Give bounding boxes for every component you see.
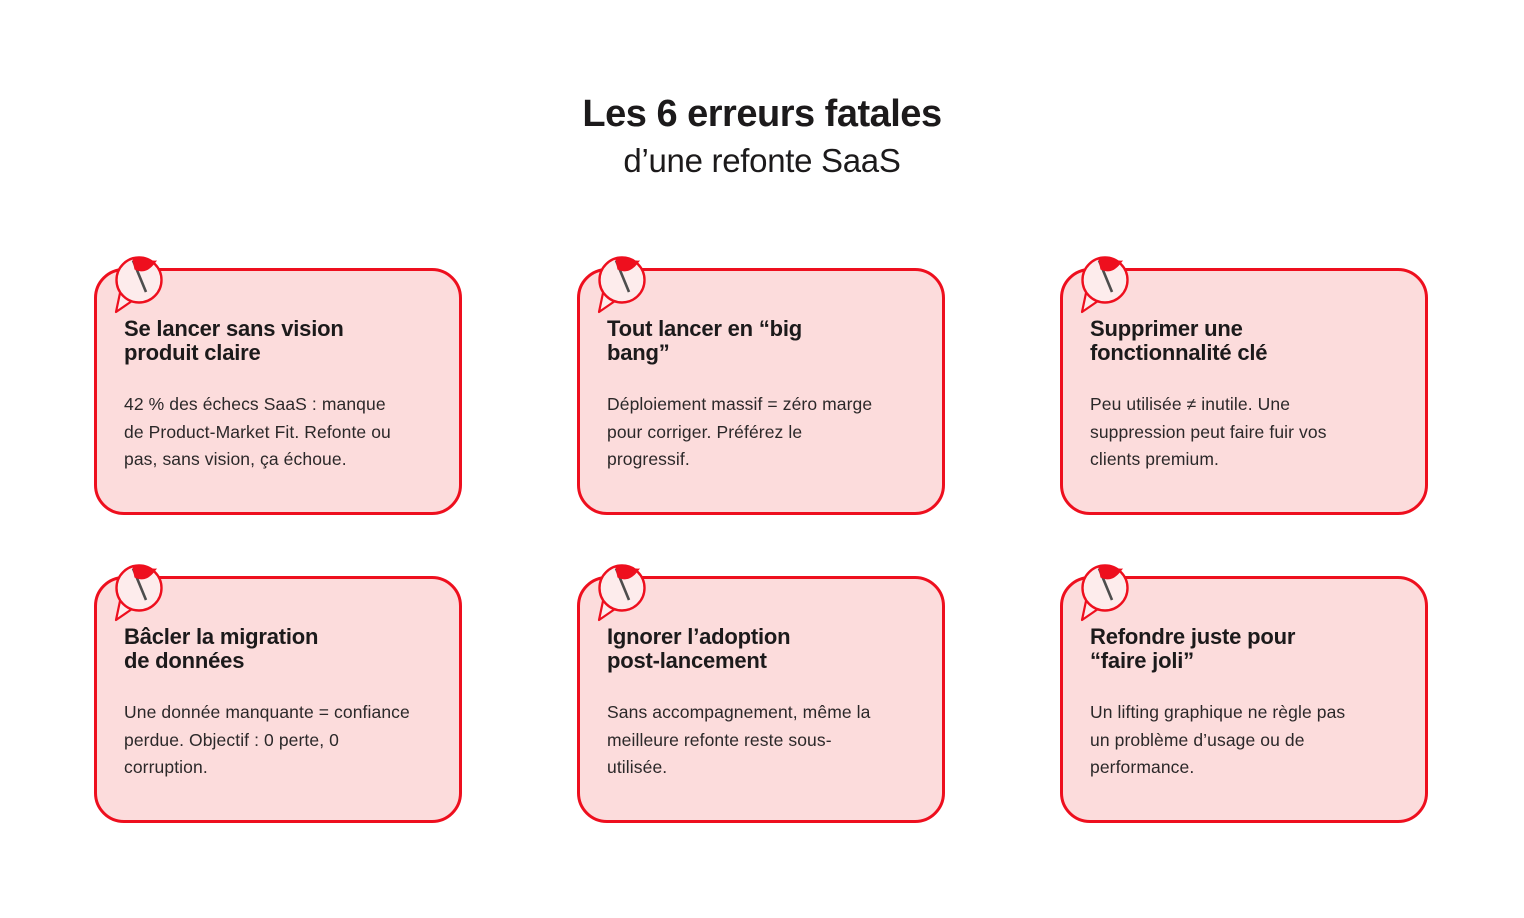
card-body	[607, 391, 916, 474]
red-flag-speech-bubble-icon	[1075, 556, 1135, 624]
card-body	[124, 699, 433, 782]
body-line: corruption.	[124, 757, 208, 777]
card-body	[124, 391, 433, 474]
card-title	[607, 317, 916, 365]
red-flag-speech-bubble-icon	[109, 556, 169, 624]
page-subtitle: d’une refonte SaaS	[623, 142, 901, 179]
body-line: pour corriger. Préférez le	[607, 421, 803, 442]
card-body	[607, 699, 916, 782]
card-body	[1090, 699, 1399, 782]
card-title-line: bang”	[607, 340, 670, 365]
body-line: Peu utilisée ≠ inutile. Une	[1090, 394, 1291, 414]
page-title: Les 6 erreurs fatales	[582, 93, 942, 135]
error-card-6	[1060, 576, 1428, 823]
body-line: clients premium.	[1090, 449, 1219, 469]
body-line: meilleure refonte reste sous-	[607, 729, 832, 750]
body-line: Un lifting graphique ne règle pas	[1090, 702, 1346, 722]
card-title-line: Supprimer une	[1090, 316, 1243, 341]
red-flag-speech-bubble-icon	[592, 556, 652, 624]
card-title-line: fonctionnalité clé	[1090, 340, 1268, 365]
body-line: 42 % des échecs SaaS : manque	[124, 394, 386, 414]
card-title-line: de données	[124, 648, 245, 673]
red-flag-speech-bubble-icon	[1075, 248, 1135, 316]
card-title-line: Refondre juste pour	[1090, 624, 1296, 649]
card-title-line: post-lancement	[607, 648, 767, 673]
body-line: utilisée.	[607, 757, 668, 777]
card-title-line: Tout lancer en “big	[607, 316, 803, 341]
card-title	[607, 625, 916, 673]
body-line: de Product-Market Fit. Refonte ou	[124, 421, 391, 442]
error-card-3	[1060, 268, 1428, 515]
card-title-line: produit claire	[124, 340, 261, 365]
cards-grid	[94, 268, 1428, 823]
card-title	[124, 317, 433, 365]
body-line: perdue. Objectif : 0 perte, 0	[124, 729, 339, 750]
body-line: Déploiement massif = zéro marge	[607, 394, 873, 414]
card-title	[124, 625, 433, 673]
body-line: performance.	[1090, 757, 1195, 777]
header	[0, 90, 1524, 184]
error-card-5	[577, 576, 945, 823]
body-line: Sans accompagnement, même la	[607, 702, 871, 722]
red-flag-speech-bubble-icon	[592, 248, 652, 316]
body-line: progressif.	[607, 449, 690, 469]
card-title-line: Ignorer l’adoption	[607, 624, 791, 649]
body-line: pas, sans vision, ça échoue.	[124, 449, 347, 469]
card-title-line: Bâcler la migration	[124, 624, 319, 649]
card-title-line: “faire joli”	[1090, 648, 1194, 673]
error-card-2	[577, 268, 945, 515]
error-card-4	[94, 576, 462, 823]
card-title	[1090, 317, 1399, 365]
body-line: suppression peut faire fuir vos	[1090, 421, 1327, 442]
body-line: Une donnée manquante = confiance	[124, 702, 410, 722]
card-title-line: Se lancer sans vision	[124, 316, 344, 341]
card-body	[1090, 391, 1399, 474]
red-flag-speech-bubble-icon	[109, 248, 169, 316]
body-line: un problème d’usage ou de	[1090, 729, 1305, 750]
card-title	[1090, 625, 1399, 673]
error-card-1	[94, 268, 462, 515]
